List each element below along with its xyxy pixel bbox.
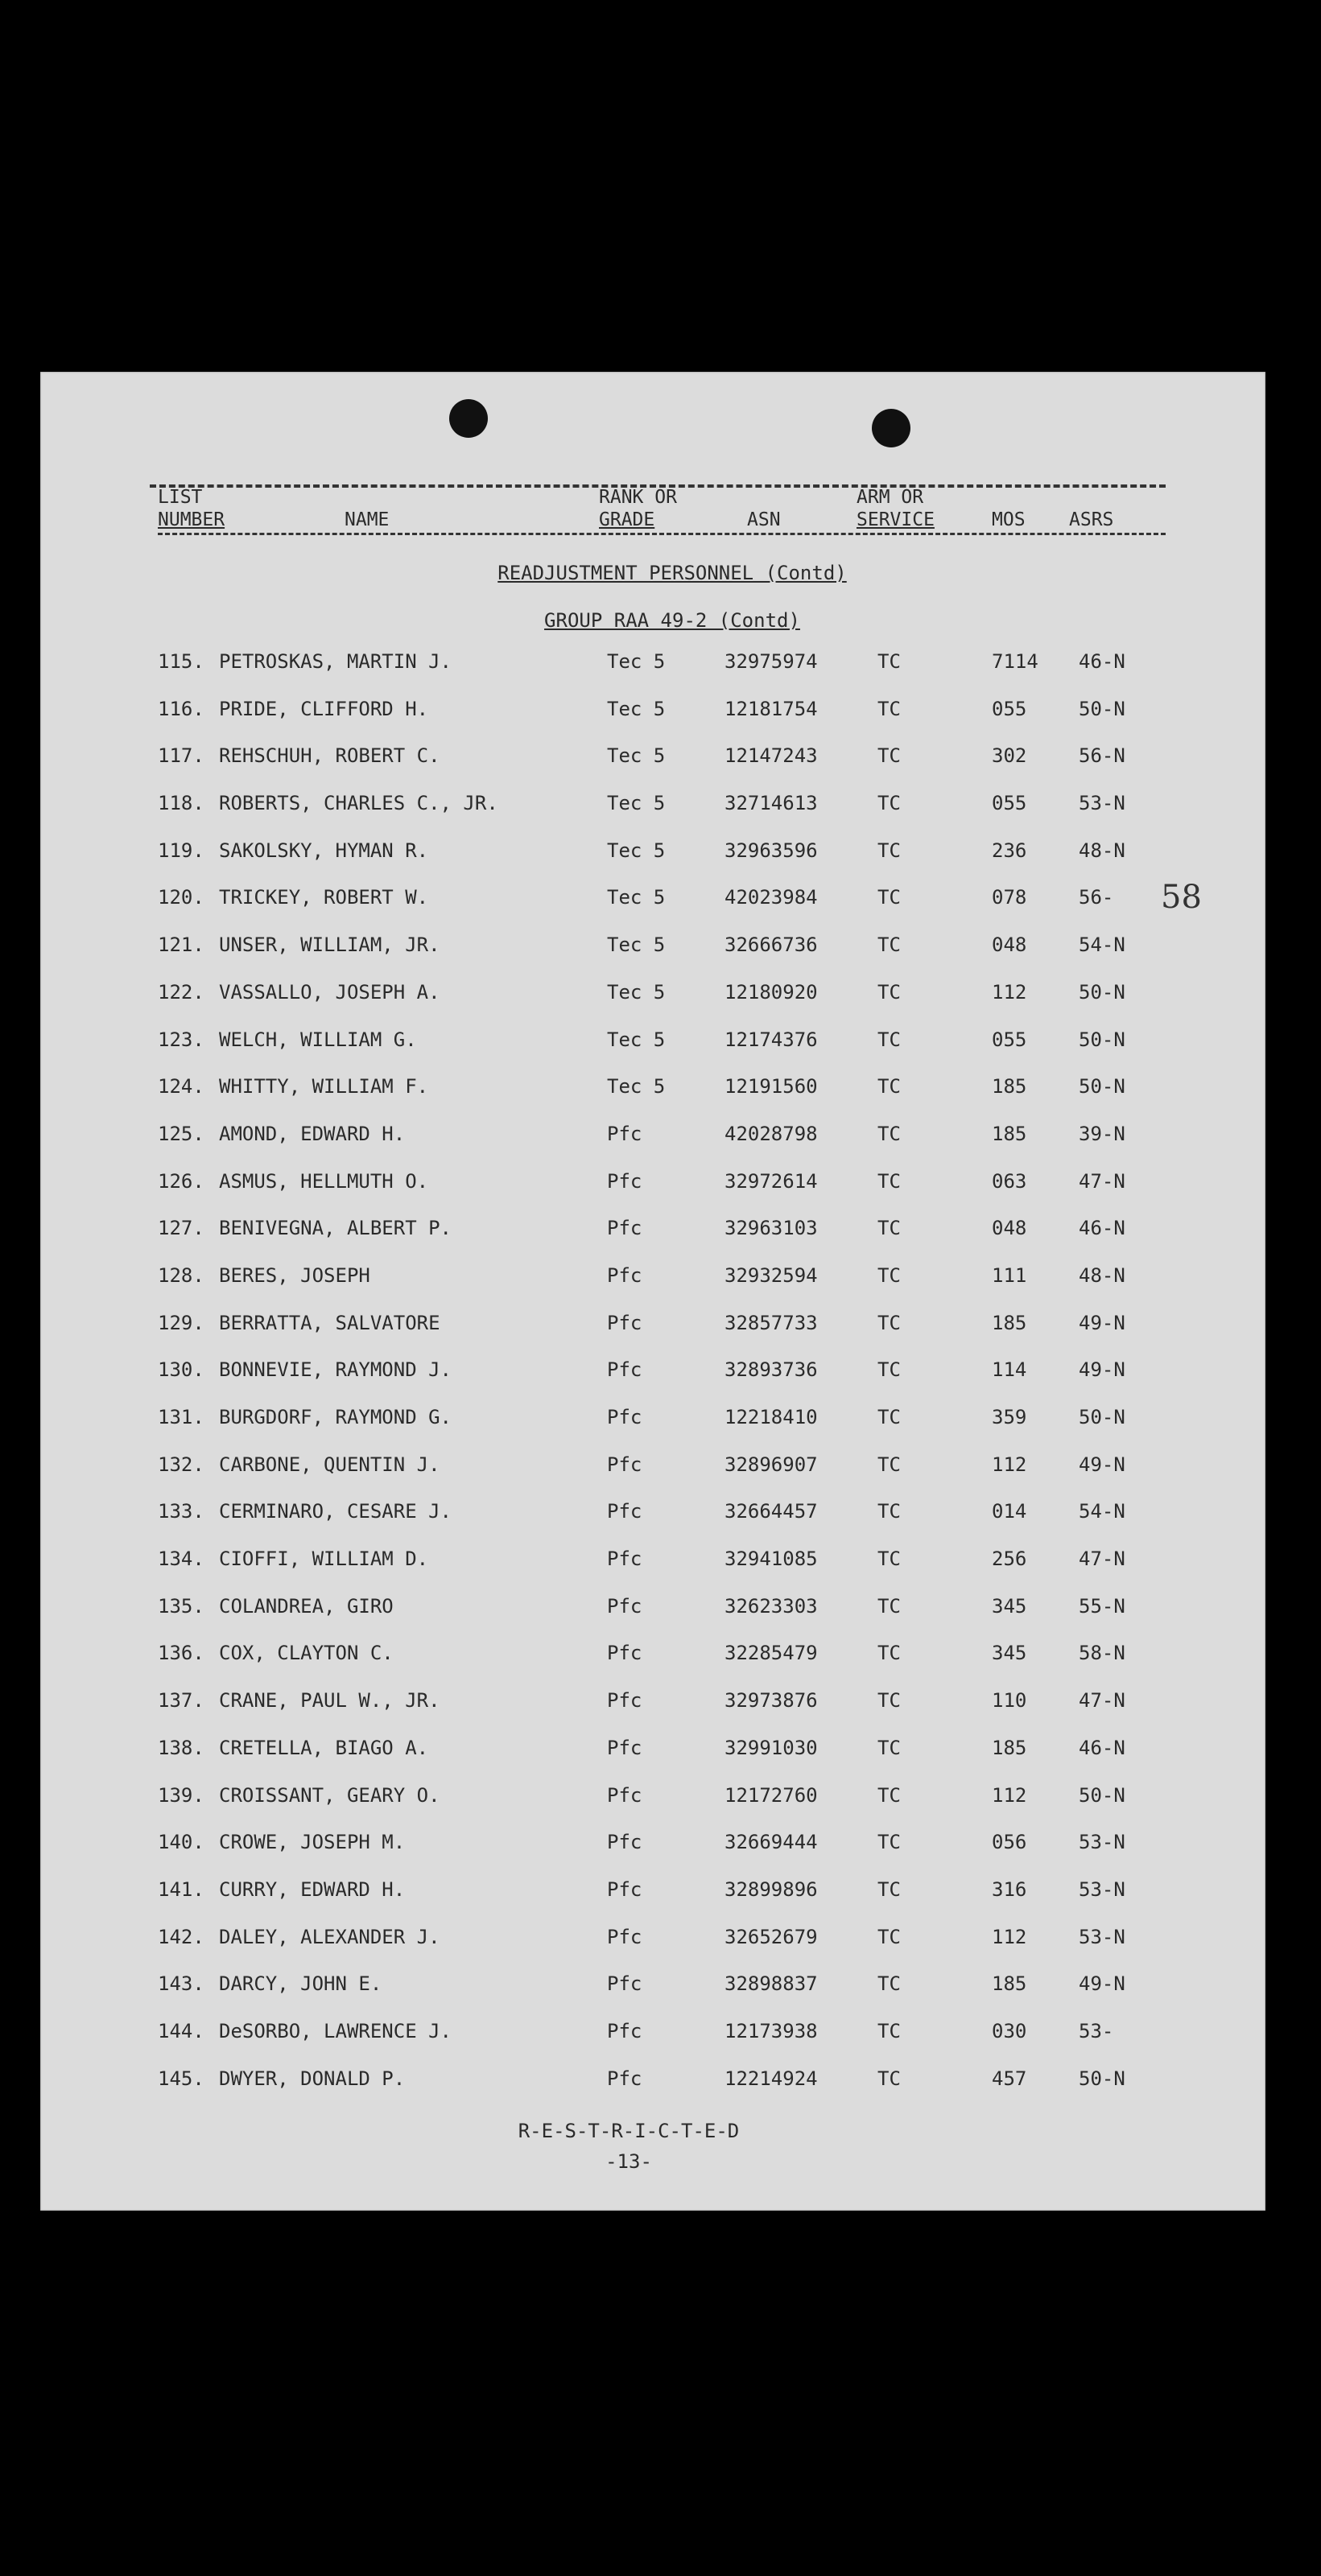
- mos-code: 7114: [992, 650, 1038, 673]
- asn-value: 32623303: [724, 1594, 818, 1618]
- asrs-score: 47-N: [1079, 1548, 1125, 1571]
- arm-service: TC: [877, 2019, 901, 2042]
- list-number: 133.: [158, 1500, 204, 1523]
- arm-service: TC: [877, 1925, 901, 1948]
- asrs-score: 47-N: [1079, 1169, 1125, 1193]
- rank-grade: Pfc: [607, 1736, 642, 1759]
- asn-value: 32973876: [724, 1689, 818, 1713]
- person-name: CERMINARO, CESARE J.: [219, 1500, 452, 1523]
- mos-code: 063: [992, 1169, 1027, 1193]
- header-bottom-rule: [158, 533, 1166, 535]
- asn-value: 32898837: [724, 1972, 818, 1996]
- arm-service: TC: [877, 1736, 901, 1759]
- list-item: [40, 2020, 1265, 2067]
- rank-grade: Pfc: [607, 1500, 642, 1523]
- section-title: READJUSTMENT PERSONNEL (Contd): [497, 562, 847, 584]
- mos-code: 014: [992, 1500, 1027, 1523]
- person-name: CARBONE, QUENTIN J.: [219, 1453, 440, 1476]
- mos-code: 256: [992, 1548, 1027, 1571]
- mos-code: 110: [992, 1689, 1027, 1713]
- asrs-score: 50-N: [1079, 1028, 1125, 1051]
- asrs-score: 39-N: [1079, 1122, 1125, 1145]
- rank-grade: Pfc: [607, 1831, 642, 1854]
- person-name: CROWE, JOSEPH M.: [219, 1831, 406, 1854]
- classification-marking: R-E-S-T-R-I-C-T-E-D: [518, 2120, 740, 2142]
- asn-value: 32972614: [724, 1169, 818, 1193]
- rank-grade: Tec 5: [607, 792, 666, 815]
- asn-value: 12173938: [724, 2019, 818, 2042]
- mos-code: 078: [992, 886, 1027, 909]
- personnel-list: [40, 650, 1265, 2114]
- rank-grade: Tec 5: [607, 1075, 666, 1098]
- person-name: CROISSANT, GEARY O.: [219, 1783, 440, 1807]
- rank-grade: Pfc: [607, 2067, 642, 2090]
- list-number: 132.: [158, 1453, 204, 1476]
- header-mos: MOS: [992, 509, 1026, 530]
- arm-service: TC: [877, 1877, 901, 1901]
- mos-code: 055: [992, 792, 1027, 815]
- list-item: [40, 981, 1265, 1028]
- arm-service: TC: [877, 1831, 901, 1854]
- list-number: 142.: [158, 1925, 204, 1948]
- asn-value: 12191560: [724, 1075, 818, 1098]
- mos-code: 055: [992, 697, 1027, 720]
- list-number: 134.: [158, 1548, 204, 1571]
- asrs-score: 53-N: [1079, 1925, 1125, 1948]
- asrs-score: 50-N: [1079, 980, 1125, 1004]
- list-number: 138.: [158, 1736, 204, 1759]
- asn-value: 32932594: [724, 1263, 818, 1287]
- asrs-score: 49-N: [1079, 1453, 1125, 1476]
- asn-value: 32652679: [724, 1925, 818, 1948]
- arm-service: TC: [877, 839, 901, 862]
- rank-grade: Pfc: [607, 1169, 642, 1193]
- rank-grade: Pfc: [607, 1642, 642, 1665]
- asrs-score: 53-N: [1079, 792, 1125, 815]
- rank-grade: Tec 5: [607, 744, 666, 768]
- rank-grade: Pfc: [607, 1406, 642, 1428]
- arm-service: TC: [877, 1783, 901, 1807]
- punch-hole: [449, 399, 488, 438]
- arm-service: TC: [877, 886, 901, 909]
- arm-service: TC: [877, 1406, 901, 1428]
- asn-value: 32666736: [724, 934, 818, 957]
- mos-code: 112: [992, 980, 1027, 1004]
- arm-service: TC: [877, 1594, 901, 1618]
- arm-service: TC: [877, 1217, 901, 1240]
- asn-value: 12180920: [724, 980, 818, 1004]
- arm-service: TC: [877, 1122, 901, 1145]
- list-item: [40, 1595, 1265, 1642]
- asrs-score: 46-N: [1079, 1217, 1125, 1240]
- rank-grade: Pfc: [607, 1594, 642, 1618]
- person-name: CIOFFI, WILLIAM D.: [219, 1548, 429, 1571]
- arm-service: TC: [877, 934, 901, 957]
- mos-code: 114: [992, 1358, 1027, 1382]
- asn-value: 32857733: [724, 1311, 818, 1334]
- arm-service: TC: [877, 1311, 901, 1334]
- mos-code: 316: [992, 1877, 1027, 1901]
- arm-service: TC: [877, 1028, 901, 1051]
- person-name: TRICKEY, ROBERT W.: [219, 886, 429, 909]
- mos-code: 345: [992, 1594, 1027, 1618]
- header-list-label: LIST: [158, 487, 203, 508]
- rank-grade: Pfc: [607, 1689, 642, 1713]
- list-item: [40, 1548, 1265, 1595]
- header-name: NAME: [345, 509, 390, 530]
- list-item: [40, 1453, 1265, 1501]
- asn-value: 32963596: [724, 839, 818, 862]
- asn-value: 32896907: [724, 1453, 818, 1476]
- person-name: DARCY, JOHN E.: [219, 1972, 382, 1996]
- mos-code: 111: [992, 1263, 1027, 1287]
- document-page: [40, 372, 1265, 2211]
- asn-value: 32714613: [724, 792, 818, 815]
- mos-code: 345: [992, 1642, 1027, 1665]
- list-item: [40, 1170, 1265, 1218]
- arm-service: TC: [877, 1263, 901, 1287]
- asrs-score: 53-: [1079, 2019, 1114, 2042]
- rank-grade: Pfc: [607, 1122, 642, 1145]
- mos-code: 457: [992, 2067, 1027, 2090]
- asrs-score: 50-N: [1079, 1075, 1125, 1098]
- person-name: CURRY, EDWARD H.: [219, 1877, 406, 1901]
- mos-code: 359: [992, 1406, 1027, 1428]
- page-number: -13-: [605, 2150, 652, 2173]
- arm-service: TC: [877, 2067, 901, 2090]
- arm-service: TC: [877, 1548, 901, 1571]
- asrs-score: 50-N: [1079, 1406, 1125, 1428]
- rank-grade: Pfc: [607, 1217, 642, 1240]
- rank-grade: Pfc: [607, 1783, 642, 1807]
- rank-grade: Pfc: [607, 1548, 642, 1571]
- arm-service: TC: [877, 697, 901, 720]
- list-item: [40, 1500, 1265, 1548]
- asrs-score: 46-N: [1079, 1736, 1125, 1759]
- list-number: 128.: [158, 1263, 204, 1287]
- asn-value: 32991030: [724, 1736, 818, 1759]
- asn-value: 12174376: [724, 1028, 818, 1051]
- list-number: 140.: [158, 1831, 204, 1854]
- rank-grade: Tec 5: [607, 650, 666, 673]
- asn-value: 32285479: [724, 1642, 818, 1665]
- list-item: [40, 1217, 1265, 1264]
- list-number: 116.: [158, 697, 204, 720]
- list-number: 125.: [158, 1122, 204, 1145]
- list-item: [40, 934, 1265, 981]
- list-item: [40, 650, 1265, 698]
- list-item: [40, 1926, 1265, 1973]
- rank-grade: Tec 5: [607, 934, 666, 957]
- group-title: GROUP RAA 49-2 (Contd): [544, 609, 800, 632]
- rank-grade: Tec 5: [607, 886, 666, 909]
- list-item: [40, 1831, 1265, 1878]
- asrs-score: 50-N: [1079, 2067, 1125, 2090]
- header-list-number: [158, 486, 225, 531]
- person-name: DeSORBO, LAWRENCE J.: [219, 2019, 452, 2042]
- asn-value: 12147243: [724, 744, 818, 768]
- asrs-score: 46-N: [1079, 650, 1125, 673]
- list-item: [40, 744, 1265, 792]
- asrs-score: 48-N: [1079, 1263, 1125, 1287]
- punch-hole: [872, 409, 910, 447]
- mos-code: 185: [992, 1122, 1027, 1145]
- asrs-score: 54-N: [1079, 1500, 1125, 1523]
- person-name: COX, CLAYTON C.: [219, 1642, 394, 1665]
- person-name: REHSCHUH, ROBERT C.: [219, 744, 440, 768]
- list-number: 124.: [158, 1075, 204, 1098]
- list-item: [40, 698, 1265, 745]
- arm-service: TC: [877, 1972, 901, 1996]
- list-item: [40, 1784, 1265, 1832]
- asrs-score: 47-N: [1079, 1689, 1125, 1713]
- mos-code: 056: [992, 1831, 1027, 1854]
- list-number: 131.: [158, 1406, 204, 1428]
- rank-grade: Pfc: [607, 1263, 642, 1287]
- arm-service: TC: [877, 980, 901, 1004]
- asn-value: 12218410: [724, 1406, 818, 1428]
- mos-code: 185: [992, 1972, 1027, 1996]
- asn-value: 32975974: [724, 650, 818, 673]
- list-number: 139.: [158, 1783, 204, 1807]
- rank-grade: Tec 5: [607, 697, 666, 720]
- person-name: UNSER, WILLIAM, JR.: [219, 934, 440, 957]
- header-grade-label: GRADE: [599, 509, 655, 530]
- mos-code: 055: [992, 1028, 1027, 1051]
- asrs-score: 50-N: [1079, 697, 1125, 720]
- list-number: 136.: [158, 1642, 204, 1665]
- list-item: [40, 1312, 1265, 1359]
- list-item: [40, 1075, 1265, 1123]
- mos-code: 048: [992, 934, 1027, 957]
- list-number: 122.: [158, 980, 204, 1004]
- list-number: 137.: [158, 1689, 204, 1713]
- asn-value: 32664457: [724, 1500, 818, 1523]
- arm-service: TC: [877, 1453, 901, 1476]
- rank-grade: Pfc: [607, 2019, 642, 2042]
- header-rank-label: RANK OR: [599, 487, 677, 508]
- list-item: [40, 1123, 1265, 1170]
- asrs-score: 48-N: [1079, 839, 1125, 862]
- asn-value: 32669444: [724, 1831, 818, 1854]
- list-item: [40, 1642, 1265, 1689]
- person-name: BENIVEGNA, ALBERT P.: [219, 1217, 452, 1240]
- arm-service: TC: [877, 1075, 901, 1098]
- person-name: ROBERTS, CHARLES C., JR.: [219, 792, 498, 815]
- list-number: 127.: [158, 1217, 204, 1240]
- list-number: 115.: [158, 650, 204, 673]
- list-number: 120.: [158, 886, 204, 909]
- list-number: 145.: [158, 2067, 204, 2090]
- person-name: DWYER, DONALD P.: [219, 2067, 406, 2090]
- asrs-score: 53-N: [1079, 1831, 1125, 1854]
- person-name: BURGDORF, RAYMOND G.: [219, 1406, 452, 1428]
- mos-code: 236: [992, 839, 1027, 862]
- rank-grade: Tec 5: [607, 1028, 666, 1051]
- asn-value: 32893736: [724, 1358, 818, 1382]
- asrs-score: 49-N: [1079, 1311, 1125, 1334]
- header-asrs: ASRS: [1069, 509, 1114, 530]
- list-item: [40, 792, 1265, 839]
- person-name: CRETELLA, BIAGO A.: [219, 1736, 429, 1759]
- rank-grade: Pfc: [607, 1972, 642, 1996]
- header-arm-label: ARM OR: [857, 487, 924, 508]
- arm-service: TC: [877, 1689, 901, 1713]
- asn-value: 42023984: [724, 886, 818, 909]
- person-name: BERRATTA, SALVATORE: [219, 1311, 440, 1334]
- header-asn: ASN: [747, 509, 781, 530]
- rank-grade: Pfc: [607, 1311, 642, 1334]
- list-number: 126.: [158, 1169, 204, 1193]
- asn-value: 12214924: [724, 2067, 818, 2090]
- rank-grade: Pfc: [607, 1877, 642, 1901]
- list-item: [40, 1878, 1265, 1926]
- asrs-score: 53-N: [1079, 1877, 1125, 1901]
- arm-service: TC: [877, 792, 901, 815]
- list-item: [40, 1689, 1265, 1737]
- asrs-score: 49-N: [1079, 1358, 1125, 1382]
- list-item: [40, 1972, 1265, 2020]
- mos-code: 302: [992, 744, 1027, 768]
- list-number: 121.: [158, 934, 204, 957]
- person-name: DALEY, ALEXANDER J.: [219, 1925, 440, 1948]
- asrs-score: 56-: [1079, 886, 1114, 909]
- list-number: 143.: [158, 1972, 204, 1996]
- asrs-score: 54-N: [1079, 934, 1125, 957]
- list-number: 144.: [158, 2019, 204, 2042]
- asrs-score: 55-N: [1079, 1594, 1125, 1618]
- person-name: PRIDE, CLIFFORD H.: [219, 697, 429, 720]
- asrs-score: 50-N: [1079, 1783, 1125, 1807]
- person-name: WELCH, WILLIAM G.: [219, 1028, 417, 1051]
- person-name: SAKOLSKY, HYMAN R.: [219, 839, 429, 862]
- mos-code: 185: [992, 1075, 1027, 1098]
- list-number: 135.: [158, 1594, 204, 1618]
- person-name: PETROSKAS, MARTIN J.: [219, 650, 452, 673]
- rank-grade: Tec 5: [607, 980, 666, 1004]
- rank-grade: Pfc: [607, 1358, 642, 1382]
- list-number: 118.: [158, 792, 204, 815]
- list-item: [40, 886, 1265, 934]
- list-item: [40, 839, 1265, 887]
- list-item: [40, 1406, 1265, 1453]
- person-name: ASMUS, HELLMUTH O.: [219, 1169, 429, 1193]
- list-item: [40, 1358, 1265, 1406]
- mos-code: 112: [992, 1925, 1027, 1948]
- margin-page-number: 58: [1161, 879, 1202, 916]
- asn-value: 32941085: [724, 1548, 818, 1571]
- mos-code: 112: [992, 1453, 1027, 1476]
- header-rank-grade: [599, 486, 677, 531]
- list-item: [40, 1264, 1265, 1312]
- mos-code: 185: [992, 1736, 1027, 1759]
- arm-service: TC: [877, 1642, 901, 1665]
- arm-service: TC: [877, 650, 901, 673]
- asn-value: 32899896: [724, 1877, 818, 1901]
- asn-value: 12172760: [724, 1783, 818, 1807]
- list-item: [40, 1737, 1265, 1784]
- arm-service: TC: [877, 1358, 901, 1382]
- asrs-score: 49-N: [1079, 1972, 1125, 1996]
- asn-value: 32963103: [724, 1217, 818, 1240]
- asrs-score: 58-N: [1079, 1642, 1125, 1665]
- list-number: 129.: [158, 1311, 204, 1334]
- header-service-label: SERVICE: [857, 509, 935, 530]
- person-name: COLANDREA, GIRO: [219, 1594, 394, 1618]
- asrs-score: 56-N: [1079, 744, 1125, 768]
- mos-code: 112: [992, 1783, 1027, 1807]
- header-arm-service: [857, 486, 935, 531]
- mos-code: 030: [992, 2019, 1027, 2042]
- person-name: AMOND, EDWARD H.: [219, 1122, 406, 1145]
- list-number: 130.: [158, 1358, 204, 1382]
- header-number-label: NUMBER: [158, 509, 225, 530]
- arm-service: TC: [877, 1169, 901, 1193]
- person-name: BONNEVIE, RAYMOND J.: [219, 1358, 452, 1382]
- asn-value: 12181754: [724, 697, 818, 720]
- rank-grade: Pfc: [607, 1453, 642, 1476]
- person-name: VASSALLO, JOSEPH A.: [219, 980, 440, 1004]
- rank-grade: Tec 5: [607, 839, 666, 862]
- person-name: CRANE, PAUL W., JR.: [219, 1689, 440, 1713]
- arm-service: TC: [877, 1500, 901, 1523]
- mos-code: 048: [992, 1217, 1027, 1240]
- rank-grade: Pfc: [607, 1925, 642, 1948]
- list-number: 141.: [158, 1877, 204, 1901]
- list-number: 119.: [158, 839, 204, 862]
- mos-code: 185: [992, 1311, 1027, 1334]
- arm-service: TC: [877, 744, 901, 768]
- asn-value: 42028798: [724, 1122, 818, 1145]
- person-name: WHITTY, WILLIAM F.: [219, 1075, 429, 1098]
- list-item: [40, 2067, 1265, 2115]
- list-number: 117.: [158, 744, 204, 768]
- list-number: 123.: [158, 1028, 204, 1051]
- list-item: [40, 1028, 1265, 1076]
- person-name: BERES, JOSEPH: [219, 1263, 370, 1287]
